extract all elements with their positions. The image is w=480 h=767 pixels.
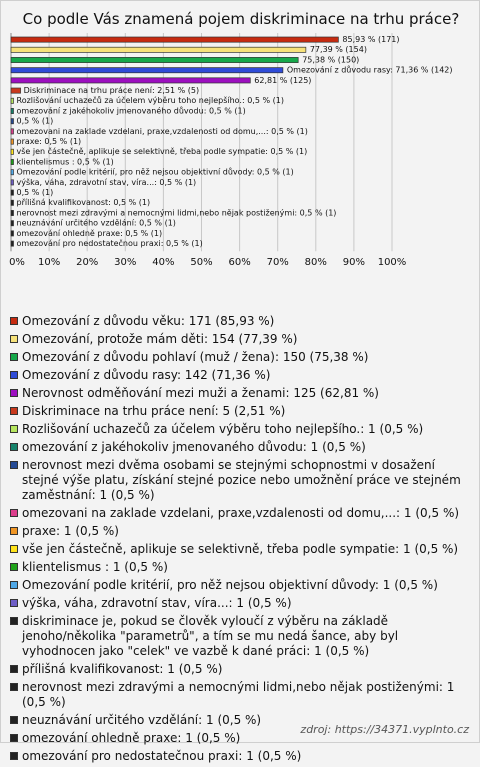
legend-swatch	[10, 407, 18, 415]
legend-label: Diskriminace na trhu práce není: 5 (2,51 %)	[22, 404, 286, 418]
bar	[11, 78, 250, 83]
legend-swatch	[10, 752, 18, 760]
legend-label: Omezování, protože mám děti: 154 (77,39 %)	[22, 332, 298, 346]
legend-item	[10, 662, 472, 677]
bar	[11, 180, 14, 185]
legend-swatch	[10, 665, 18, 673]
bar-value-label: Omezování podle kritérií, pro něž nejsou objektivní důvody: 0,5 % (1)	[16, 167, 294, 177]
bar	[11, 98, 14, 103]
legend-item	[10, 332, 472, 347]
legend-label: Omezování podle kritérií, pro něž nejsou objektivní důvody: 1 (0,5 %)	[22, 578, 438, 592]
legend-swatch	[10, 527, 18, 535]
legend-swatch	[10, 617, 18, 625]
legend-item	[10, 578, 472, 593]
legend-swatch	[10, 425, 18, 433]
bar	[11, 108, 14, 113]
bar	[11, 119, 14, 124]
legend-swatch	[10, 716, 18, 724]
bar	[11, 57, 298, 62]
legend-label: omezování pro nedostatečnou praxi: 1 (0,5 %)	[22, 749, 302, 763]
legend-label: Omezování z důvodu rasy: 142 (71,36 %)	[22, 368, 271, 382]
bar-value-label: 0,5 % (1)	[16, 116, 54, 126]
bar-chart	[1, 31, 480, 321]
legend-label: Rozlišování uchazečů za účelem výběru toho nejlepšího.: 1 (0,5 %)	[22, 422, 424, 436]
bar-value-label: Omezování z důvodu rasy: 71,36 % (142)	[286, 65, 453, 75]
x-tick-label: 10%	[37, 257, 61, 269]
legend-item	[10, 560, 472, 575]
bar-value-label: přílišná kvalifikovanost: 0,5 % (1)	[16, 198, 151, 208]
legend-label: omezovani na zaklade vzdelani, praxe,vzdalenosti od domu,...: 1 (0,5 %)	[22, 506, 460, 520]
legend-swatch	[10, 335, 18, 343]
x-tick-label: 100%	[377, 257, 407, 269]
bar	[11, 210, 14, 215]
legend	[10, 314, 472, 767]
legend-label: omezování z jakéhokoliv jmenovaného důvodu: 1 (0,5 %)	[22, 440, 366, 454]
bar	[11, 241, 14, 246]
x-tick-label: 20%	[76, 257, 99, 269]
bar-value-label: Rozlišování uchazečů za účelem výběru toho nejlepšího.: 0,5 % (1)	[16, 96, 284, 106]
bar	[11, 88, 21, 93]
bar-value-label: klientelismus : 0,5 % (1)	[16, 157, 114, 167]
bar-value-label: 75,38 % (150)	[302, 55, 360, 65]
legend-label: přílišná kvalifikovanost: 1 (0,5 %)	[22, 662, 223, 676]
legend-label: výška, váha, zdravotní stav, víra...: 1 (0,5 %)	[22, 596, 292, 610]
bar-value-label: nerovnost mezi zdravými a nemocnými lidmi,nebo nějak postiženými: 0,5 % (1)	[16, 208, 337, 218]
legend-label: Omezování z důvodu pohlaví (muž / žena): 150 (75,38 %)	[22, 350, 369, 364]
legend-item	[10, 314, 472, 329]
legend-swatch	[10, 317, 18, 325]
bar	[11, 221, 14, 226]
legend-swatch	[10, 443, 18, 451]
legend-item	[10, 542, 472, 557]
legend-label: nerovnost mezi dvěma osobami se stejnými schopnostmi v dosažení stejné výše platu, získání stejné pozice nebo umožnění práce ve stejném zaměstnání: 1 (0,5 %)	[22, 458, 461, 502]
legend-label: neuznávání určitého vzdělání: 1 (0,5 %)	[22, 713, 262, 727]
legend-item	[10, 404, 472, 419]
legend-item	[10, 440, 472, 455]
bar	[11, 190, 14, 195]
x-tick-label: 0%	[9, 257, 25, 269]
bar-value-label: omezování pro nedostatečnou praxi: 0,5 % (1)	[16, 239, 203, 248]
chart-title: Co podle Vás znamená pojem diskriminace na trhu práce?	[22, 10, 460, 28]
legend-item	[10, 680, 472, 710]
legend-item	[10, 749, 472, 764]
legend-swatch	[10, 563, 18, 571]
x-tick-label: 90%	[342, 257, 366, 269]
legend-item	[10, 458, 472, 503]
legend-swatch	[10, 389, 18, 397]
bar	[11, 47, 306, 52]
legend-label: Nerovnost odměňování mezi muži a ženami: 125 (62,81 %)	[22, 386, 379, 400]
legend-label: praxe: 1 (0,5 %)	[22, 524, 119, 538]
legend-label: klientelismus : 1 (0,5 %)	[22, 560, 168, 574]
bar	[11, 200, 14, 205]
bar	[11, 37, 338, 42]
x-tick-label: 80%	[304, 257, 327, 269]
x-tick-label: 50%	[190, 257, 213, 269]
legend-item	[10, 386, 472, 401]
bar-value-label: 0,5 % (1)	[16, 188, 54, 197]
legend-item	[10, 422, 472, 437]
bar-value-label: 85,93 % (171)	[342, 35, 400, 44]
bar-value-label: praxe: 0,5 % (1)	[16, 137, 82, 146]
bar-value-label: 62,81 % (125)	[254, 75, 312, 85]
legend-swatch	[10, 545, 18, 553]
legend-item	[10, 524, 472, 539]
legend-swatch	[10, 581, 18, 589]
legend-swatch	[10, 734, 18, 742]
x-tick-label: 30%	[114, 257, 137, 269]
bar-value-label: omezování ohledně praxe: 0,5 % (1)	[16, 228, 163, 238]
legend-swatch	[10, 461, 18, 469]
bar	[11, 149, 14, 154]
legend-label: nerovnost mezi zdravými a nemocnými lidmi,nebo nějak postiženými: 1 (0,5 %)	[22, 680, 455, 709]
bar-value-label: Diskriminace na trhu práce není: 2,51 % (5)	[23, 86, 200, 95]
legend-label: omezování ohledně praxe: 1 (0,5 %)	[22, 731, 241, 745]
x-tick-label: 60%	[228, 257, 251, 269]
legend-item	[10, 368, 472, 383]
bar	[11, 159, 14, 164]
bar	[11, 231, 14, 236]
x-tick-label: 70%	[266, 257, 289, 269]
legend-label: vše jen částečně, aplikuje se selektivně, třeba podle sympatie: 1 (0,5 %)	[22, 542, 459, 556]
x-tick-label: 40%	[152, 257, 175, 269]
bar	[11, 129, 14, 134]
bar-value-label: vše jen částečně, aplikuje se selektivně, třeba podle sympatie: 0,5 % (1)	[16, 147, 308, 157]
legend-swatch	[10, 599, 18, 607]
legend-label: diskriminace je, pokud se člověk vyloučí z výběru na základě jenoho/několika "parametrů", a tím se mu nedá šance, aby byl vyhodnocen jako "celek" ve vazbě k dané práci: 1 (0,5 %)	[22, 614, 399, 658]
legend-swatch	[10, 509, 18, 517]
legend-item	[10, 596, 472, 611]
legend-swatch	[10, 371, 18, 379]
bar	[11, 170, 14, 175]
source-footer: zdroj: https://34371.vyplnto.cz	[300, 723, 469, 736]
bar-value-label: omezování z jakéhokoliv jmenovaného důvodu: 0,5 % (1)	[16, 106, 246, 116]
legend-swatch	[10, 353, 18, 361]
legend-item	[10, 506, 472, 521]
plot-area	[1, 31, 480, 321]
legend-swatch	[10, 683, 18, 691]
bar-value-label: omezovani na zaklade vzdelani, praxe,vzdalenosti od domu,...: 0,5 % (1)	[16, 126, 308, 136]
legend-item	[10, 350, 472, 365]
bar-value-label: výška, váha, zdravotní stav, víra...: 0,5 % (1)	[16, 177, 197, 187]
legend-item	[10, 614, 472, 659]
bar-value-label: 77,39 % (154)	[309, 45, 367, 55]
bar	[11, 139, 14, 144]
bar-value-label: neuznávání určitého vzdělání: 0,5 % (1)	[16, 218, 176, 228]
bar	[11, 68, 283, 73]
legend-label: Omezování z důvodu věku: 171 (85,93 %)	[22, 314, 275, 328]
